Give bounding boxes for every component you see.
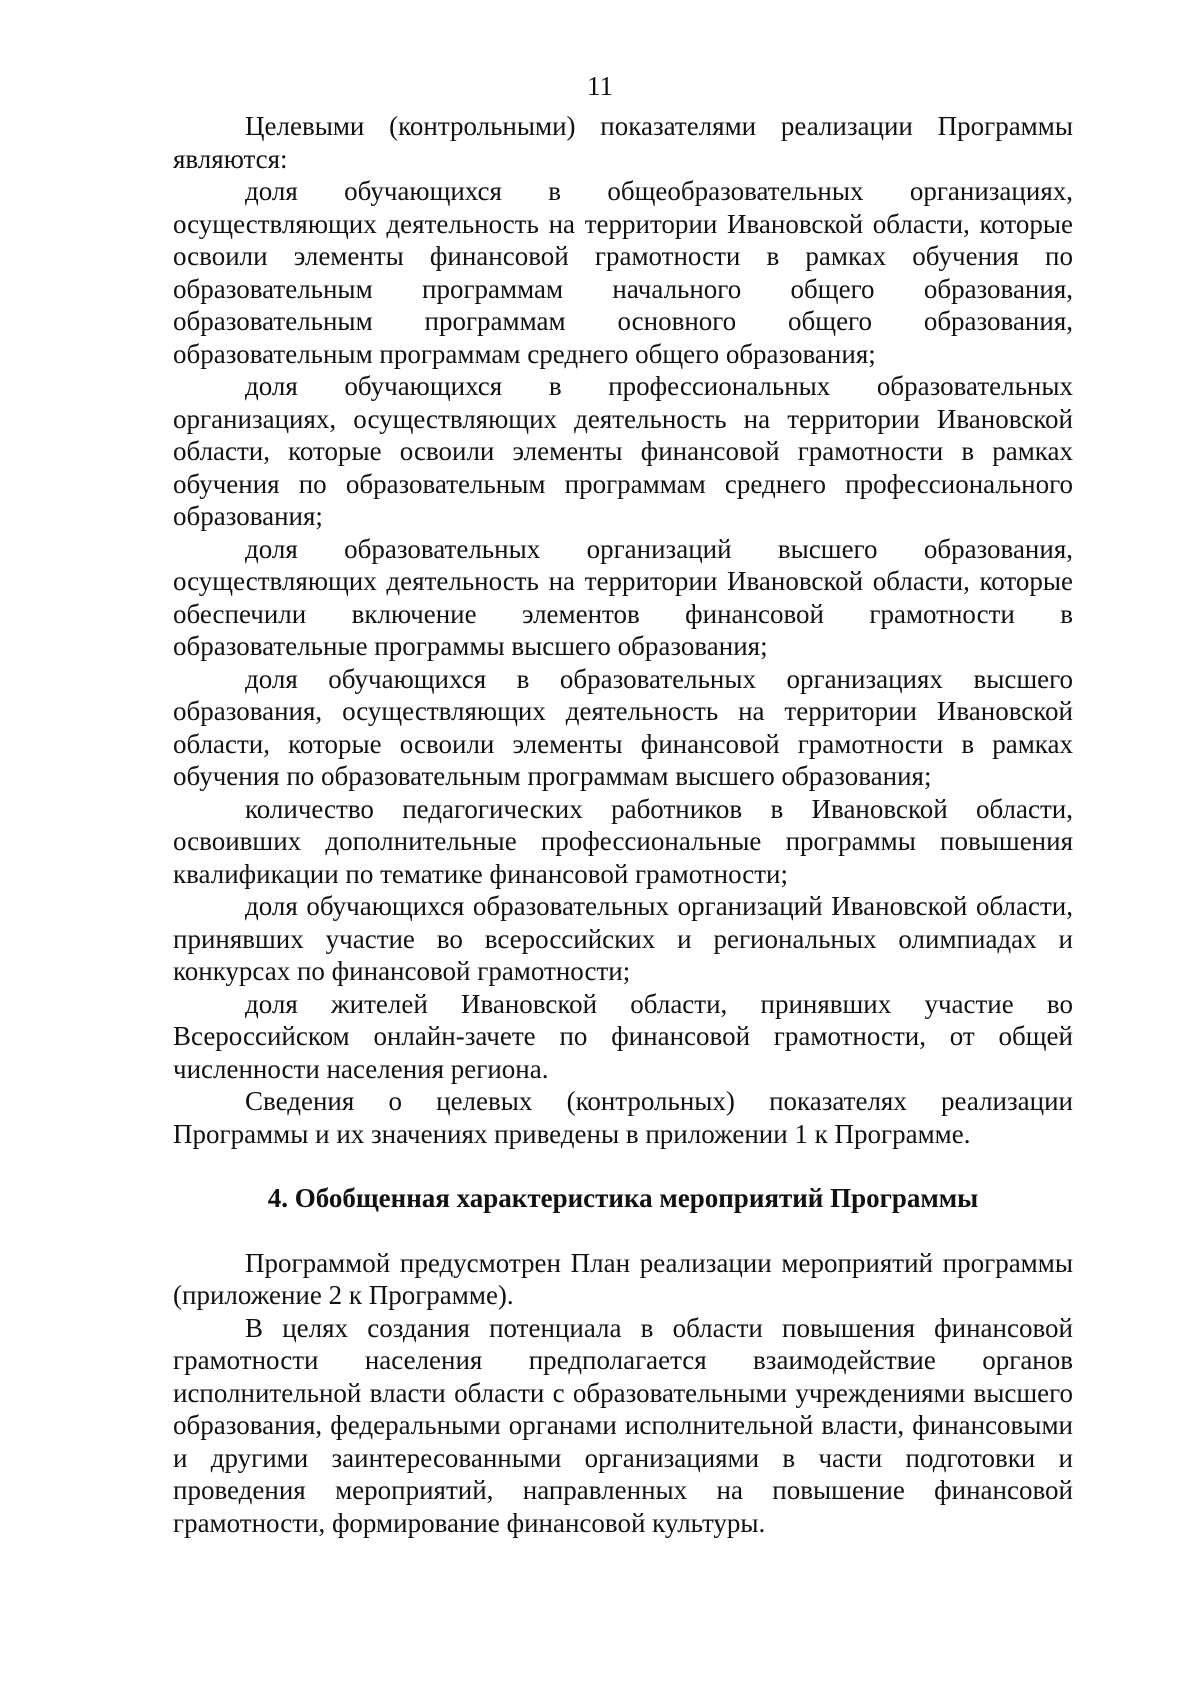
paragraph-plan: Программой предусмотрен План реализации мероприятий программы (приложение 2 к Программе). [173,1247,1073,1310]
paragraph-indicators-appendix: Сведения о целевых (контрольных) показателях реализации Программы и их значениях приведены в приложении 1 к Программе. [173,1086,1073,1149]
paragraph-cooperation: В целях создания потенциала в области повышения финансовой грамотности населения предполагается взаимодействие органов исполнительной власти области с образовательными учреждениями высшего образования, федеральными органами исполнительной власти, финансовыми и другими заинтересованными организациями в части подготовки и проведения мероприятий, направленных на повышение финансовой грамотности, формирование финансовой культуры. [173,1312,1073,1538]
paragraph-indicator-olympiads: доля обучающихся образовательных организаций Ивановской области, принявших участие во всероссийских и региональных олимпиадах и конкурсах по финансовой грамотности; [173,891,1073,986]
document-body [173,110,1073,1539]
paragraph-indicator-higher-education-students: доля обучающихся в образовательных организациях высшего образования, осуществляющих деятельность на территории Ивановской области, которые освоили элементы финансовой грамотности в рамках обучения по образовательным программам высшего образования; [173,663,1073,791]
section-heading: 4. Обобщенная характеристика мероприятий Программы [267,1183,979,1213]
page-number: 11 [587,71,613,101]
paragraph-indicator-teachers: количество педагогических работников в Ивановской области, освоивших дополнительные профессиональные программы повышения квалификации по тематике финансовой грамотности; [173,793,1073,889]
paragraph-indicator-professional-education: доля обучающихся в профессиональных образовательных организациях, осуществляющих деятельность на территории Ивановской области, которые освоили элементы финансовой грамотности в рамках обучения по образовательным программам среднего профессионального образования; [173,371,1073,531]
paragraph-indicator-online-test: доля жителей Ивановской области, принявших участие во Всероссийском онлайн-зачете по финансовой грамотности, от общей численности населения региона. [173,988,1073,1084]
paragraph-intro: Целевыми (контрольными) показателями реализации Программы являются: [173,111,1073,174]
paragraph-indicator-higher-education-orgs: доля образовательных организаций высшего образования, осуществляющих деятельность на территории Ивановской области, которые обеспечили включение элементов финансовой грамотности в образовательные программы высшего образования; [173,533,1073,661]
paragraph-indicator-general-education: доля обучающихся в общеобразовательных организациях, осуществляющих деятельность на территории Ивановской области, которые освоили элементы финансовой грамотности в рамках обучения по образовательным программам начального общего образования, образовательным программам основного общего образования, образовательным программам среднего общего образования; [173,176,1073,369]
